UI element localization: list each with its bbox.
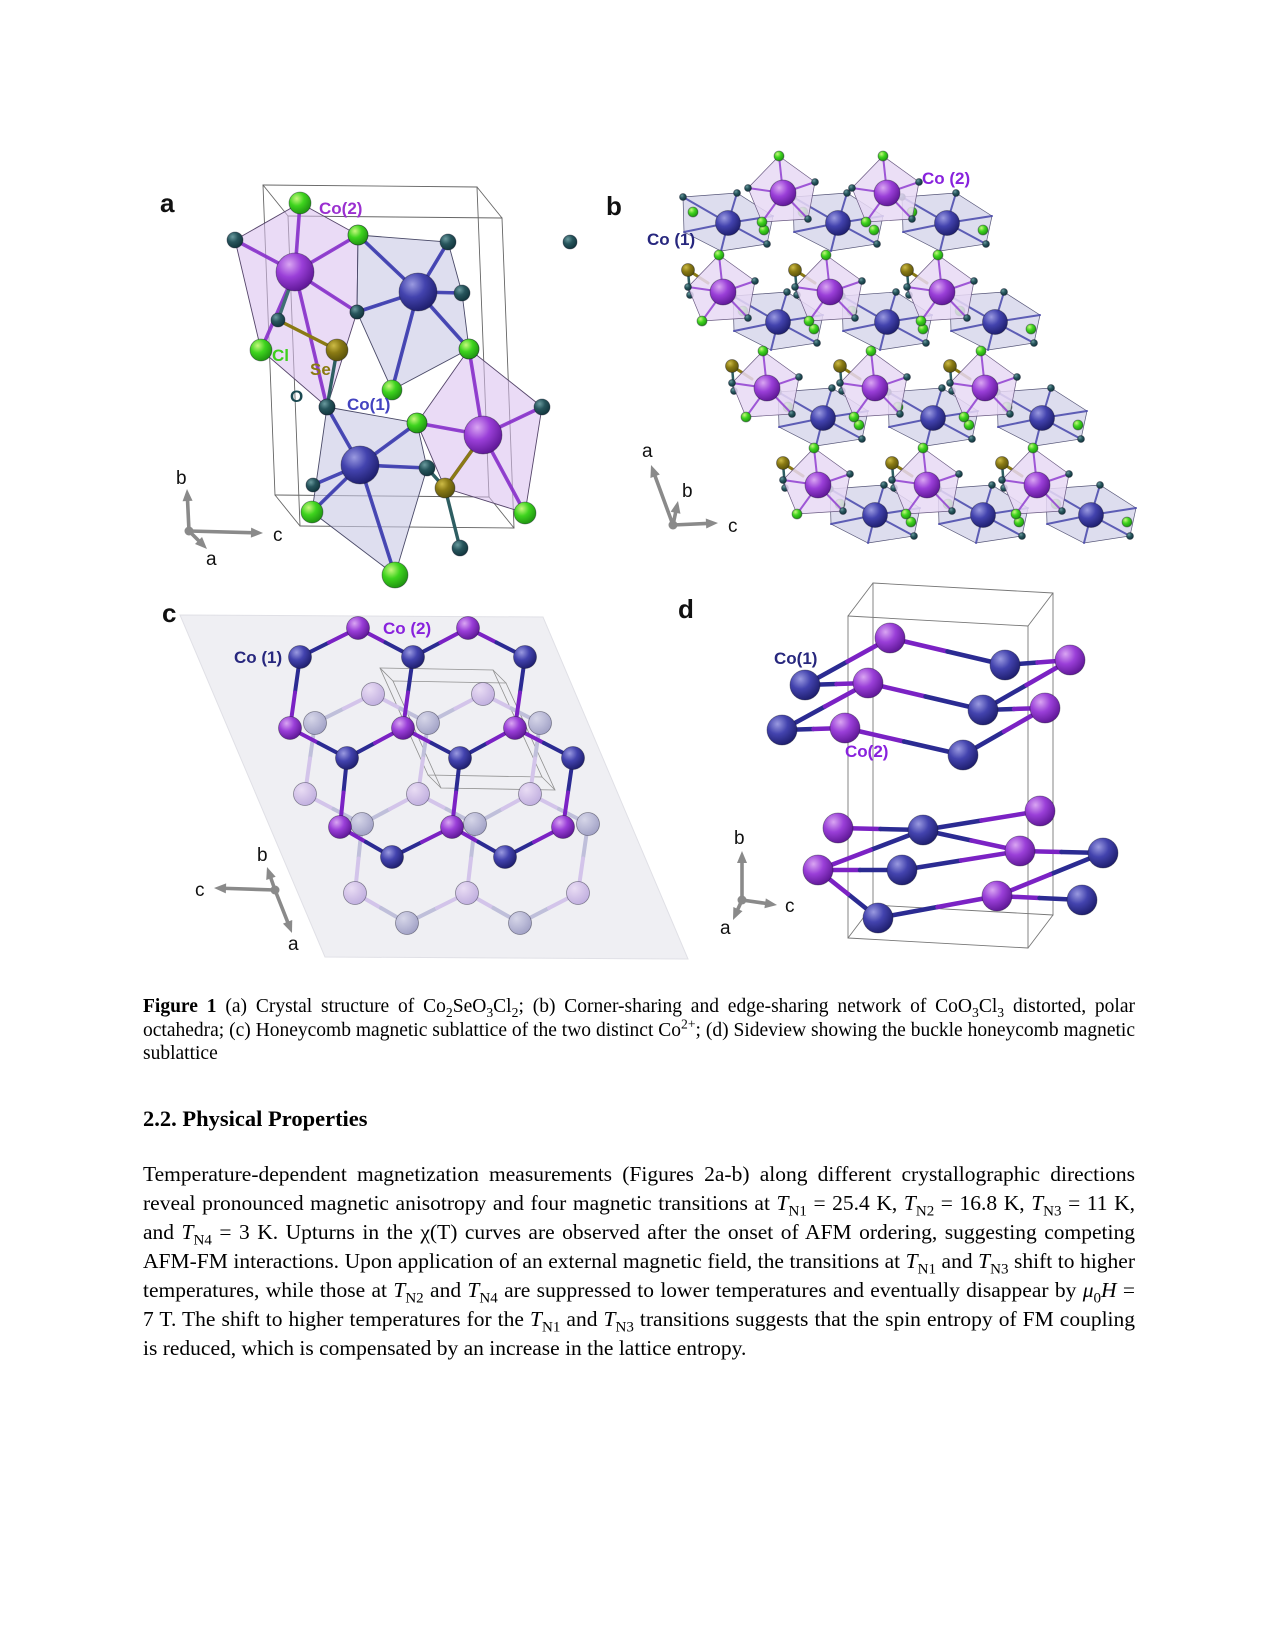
panel-d-letter: d xyxy=(678,594,694,624)
label-cl: Cl xyxy=(272,346,289,365)
axis-b-label: b xyxy=(257,845,268,866)
axis-b-label: b xyxy=(176,468,187,489)
label-co2: Co (2) xyxy=(922,169,971,188)
label-co1: Co (1) xyxy=(647,230,696,249)
label-co2: Co(2) xyxy=(845,742,889,761)
panel-c-honeycomb-sublattice xyxy=(140,560,700,960)
axis-a-label: a xyxy=(288,934,299,955)
section-heading: 2.2. Physical Properties xyxy=(143,1106,368,1131)
label-o: O xyxy=(290,387,304,406)
body-paragraph: Temperature-dependent magnetization measurements (Figures 2a-b) along different crystallographic directions reveal pronounced magnetic anisotropy and four magnetic transitions at $T_{N1} = 25.4$ K, $T_{N2} = 16.8$ K, $T_{N3} = 11$ K, and $T_{N4} = 3$ K. Upturns in the χ(T) curves are observed after the onset of AFM ordering, suggesting competing AFM-FM interactions. Upon application of an external magnetic field, the transitions at $T_{N1}$ and $T_{N3}$ shift to higher temperatures, while those at $T_{N2}$ and $T_{N4}$ are suppressed to lower temperatures and eventually disappear by $\mu_0H = 7$ T. The shift to higher temperatures for the $T_{N1}$ and $T_{N3}$ transitions suggests that the spin entropy of FM coupling is reduced, which is compensated by an increase in the lattice entropy. xyxy=(143,1162,1136,1360)
panel-a-letter: a xyxy=(160,188,175,218)
axis-a-label: a xyxy=(642,441,653,462)
label-co2: Co (2) xyxy=(383,619,432,638)
label-co1: Co(1) xyxy=(347,395,391,414)
axis-c-label: c xyxy=(273,525,283,546)
label-co2: Co(2) xyxy=(319,199,363,218)
panel-a-crystal-structure xyxy=(140,150,570,590)
label-co1: Co (1) xyxy=(234,648,283,667)
label-co1: Co(1) xyxy=(774,649,818,668)
axis-c-label: c xyxy=(785,896,795,917)
axis-b-label: b xyxy=(682,481,693,502)
panel-b-octahedra-network xyxy=(590,140,1140,585)
axis-c-label: c xyxy=(728,516,738,537)
panel-b-letter: b xyxy=(606,191,622,221)
axis-c-label: c xyxy=(195,880,205,901)
panel-d-buckled-honeycomb xyxy=(630,548,1140,960)
axis-a-label: a xyxy=(720,918,731,939)
axis-a-label: a xyxy=(206,549,217,570)
axis-b-label: b xyxy=(734,828,745,849)
figure-caption: Figure 1 (a) Crystal structure of $Co_2SeO_3Cl_2$; (b) Corner-sharing and edge-sharing network of $CoO_3Cl_3$ distorted, polar octahedra; (c) Honeycomb magnetic sublattice of the two distinct $Co^{2+}$; (d) Sideview showing the buckle honeycomb magnetic sublattice xyxy=(143,996,1135,1064)
label-se: Se xyxy=(310,360,331,379)
panel-c-letter: c xyxy=(162,598,177,628)
